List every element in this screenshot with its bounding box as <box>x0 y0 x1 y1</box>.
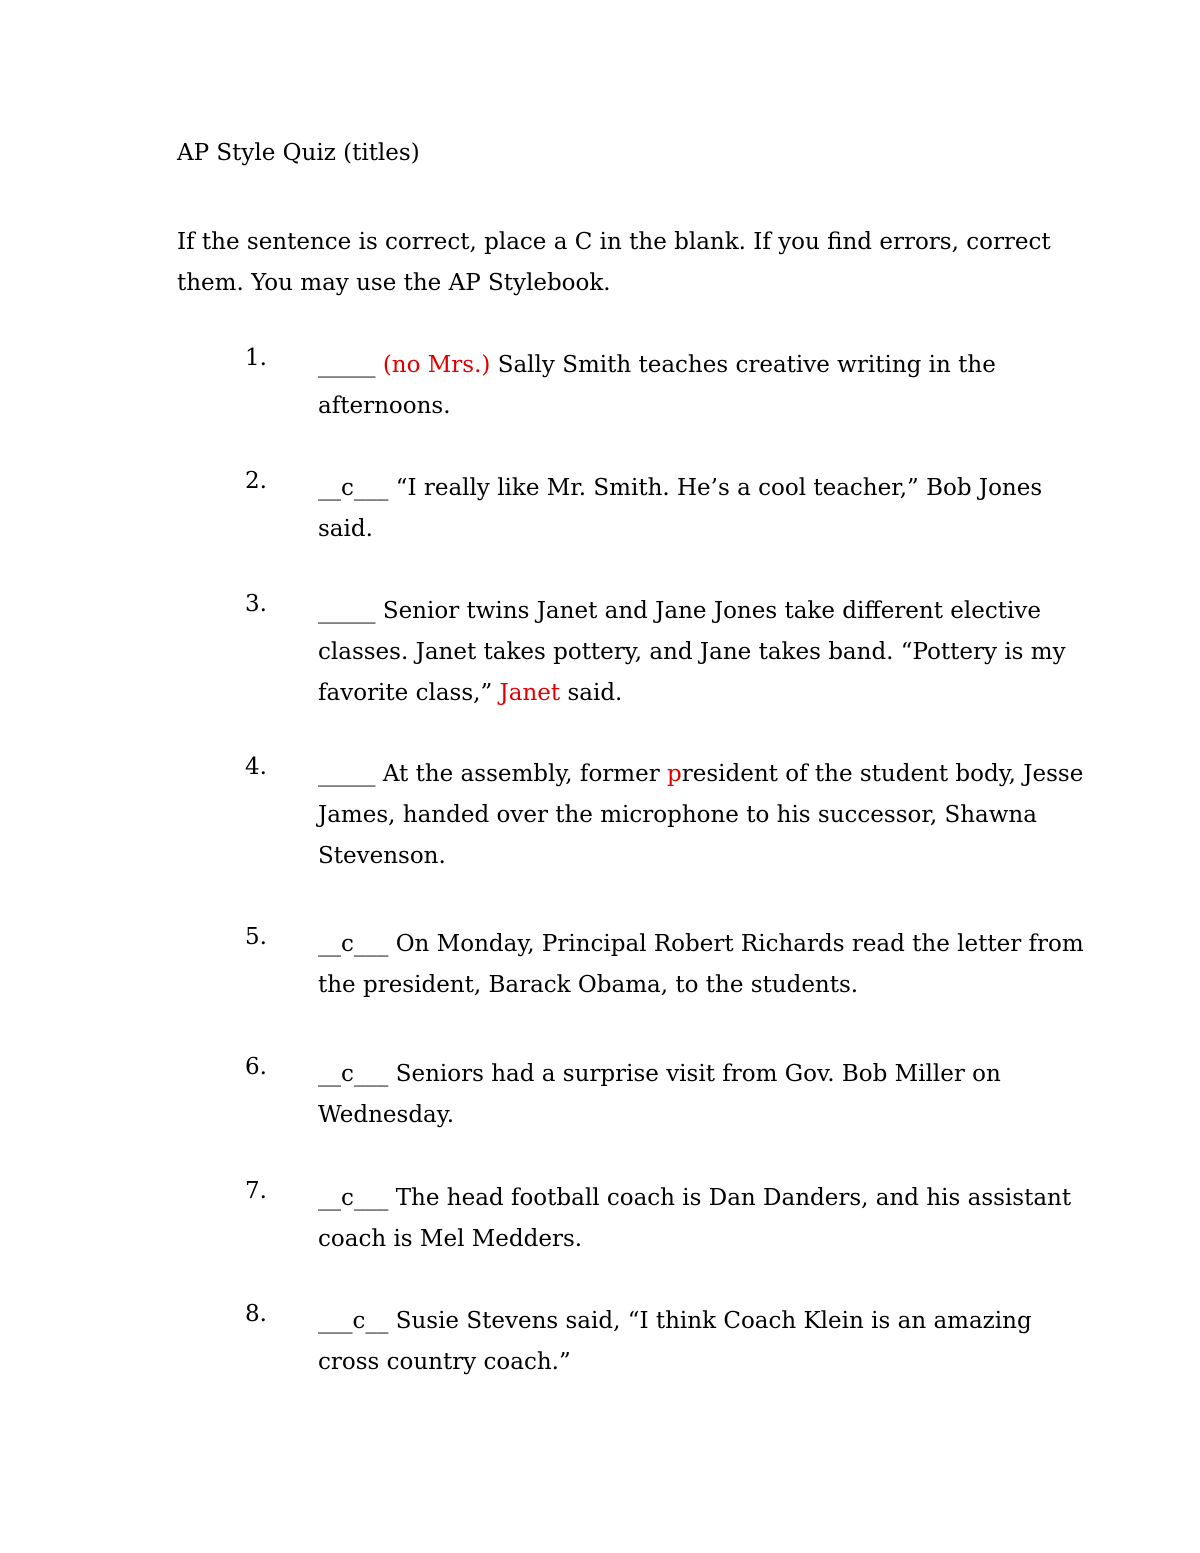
item-number: 3. <box>245 591 267 617</box>
answer-blank: ___c__ <box>318 1308 389 1334</box>
item-number: 1. <box>245 345 267 371</box>
item-text <box>318 924 1098 1006</box>
item-number: 8. <box>245 1301 267 1327</box>
sentence-text: “I really like Mr. Smith. He’s a cool teacher,” Bob Jones said. <box>318 475 1043 542</box>
sentence-text-end: said. <box>567 680 623 706</box>
sentence-text: At the assembly, former <box>382 761 660 787</box>
answer-blank: __c___ <box>318 475 389 501</box>
item-text <box>318 1054 1098 1136</box>
instructions-paragraph: If the sentence is correct, place a C in the blank. If you find errors, correct them. You may use the AP Stylebook. <box>177 229 1051 296</box>
sentence-text: Senior twins Janet and Jane Jones take different elective classes. Janet takes pottery, and Jane takes band. “Pottery is my favorite class,” <box>318 598 1066 706</box>
answer-blank: __c___ <box>318 1185 389 1211</box>
answer-blank: __c___ <box>318 931 389 957</box>
item-text <box>318 591 1098 714</box>
item-text <box>318 1178 1098 1260</box>
sentence-text: Susie Stevens said, “I think Coach Klein is an amazing cross country coach.” <box>318 1308 1032 1375</box>
item-text <box>318 345 1098 427</box>
item-number: 6. <box>245 1054 267 1080</box>
item-number: 4. <box>245 754 267 780</box>
item-number: 2. <box>245 468 267 494</box>
item-number: 7. <box>245 1178 267 1204</box>
sentence-text: Sally Smith teaches creative writing in the afternoons. <box>318 352 996 419</box>
item-text <box>318 1301 1098 1383</box>
sentence-text: The head football coach is Dan Danders, and his assistant coach is Mel Medders. <box>318 1185 1072 1252</box>
correction-mark: Janet <box>499 680 561 706</box>
item-text <box>318 754 1098 877</box>
item-number: 5. <box>245 924 267 950</box>
sentence-text: On Monday, Principal Robert Richards read the letter from the president, Barack Obama, to the students. <box>318 931 1084 998</box>
answer-blank: _____ <box>318 352 376 378</box>
item-text <box>318 468 1098 550</box>
document-title: AP Style Quiz (titles) <box>177 140 420 166</box>
correction-mark: p <box>667 761 682 787</box>
sentence-text: Seniors had a surprise visit from Gov. Bob Miller on Wednesday. <box>318 1061 1001 1128</box>
correction-mark: (no Mrs.) <box>382 352 491 378</box>
answer-blank: _____ <box>318 598 376 624</box>
sentence-text-end: resident of the student body, Jesse James, handed over the microphone to his successor, Shawna Stevenson. <box>318 761 1084 869</box>
answer-blank: _____ <box>318 761 376 787</box>
answer-blank: __c___ <box>318 1061 389 1087</box>
